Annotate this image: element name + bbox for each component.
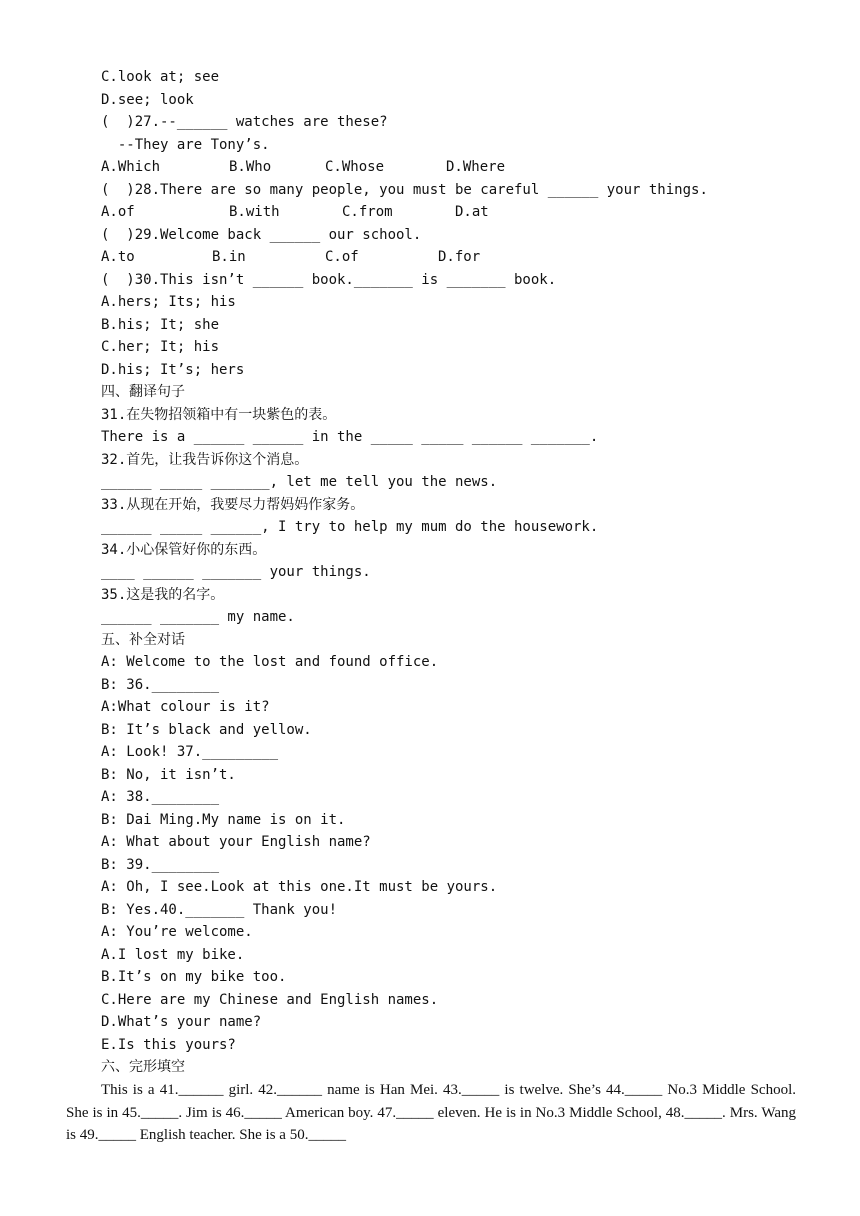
q29-option-a: A.to bbox=[101, 249, 135, 265]
text-line: A: Oh, I see.Look at this one.It must be yours. bbox=[101, 879, 498, 895]
text-line: ______ _____ ______, I try to help my mum do the housework. bbox=[101, 519, 599, 535]
text-line: ( )28.There are so many people, you must be careful ______ your things. bbox=[101, 181, 708, 198]
text-line: ( )27.--______ watches are these? bbox=[101, 114, 388, 130]
q27-option-d: D.Where bbox=[446, 159, 506, 175]
text-line: D.see; look bbox=[101, 91, 194, 108]
text-line: 35.这是我的名字。 bbox=[101, 586, 225, 603]
text-line: --They are Tony’s. bbox=[101, 136, 270, 153]
text-line: B.It’s on my bike too. bbox=[101, 969, 287, 985]
text-line: D.his; It’s; hers bbox=[101, 361, 245, 378]
text-line: A: Welcome to the lost and found office. bbox=[101, 654, 439, 670]
text-line: A: You’re welcome. bbox=[101, 924, 253, 940]
q29-option-c: C.of bbox=[325, 249, 359, 265]
text-line: ( )30.This isn’t ______ book._______ is _______ book. bbox=[101, 271, 557, 288]
text-line: 六、完形填空 bbox=[101, 1059, 185, 1075]
q28-option-d: D.at bbox=[455, 204, 489, 220]
text-line: D.What’s your name? bbox=[101, 1014, 262, 1030]
text-line: 31.在失物招领箱中有一块紫色的表。 bbox=[101, 406, 337, 423]
q28-option-b: B.with bbox=[229, 204, 280, 220]
text-line: A: 38.________ bbox=[101, 789, 220, 805]
q27-option-a: A.Which bbox=[101, 159, 161, 175]
text-line: B: Dai Ming.My name is on it. bbox=[101, 811, 346, 828]
text-line: B: It’s black and yellow. bbox=[101, 721, 312, 738]
text-line: B: Yes.40._______ Thank you! bbox=[101, 901, 338, 918]
text-line: C.Here are my Chinese and English names. bbox=[101, 991, 439, 1008]
text-line: 34.小心保管好你的东西。 bbox=[101, 541, 267, 558]
text-line: B: No, it isn’t. bbox=[101, 766, 236, 783]
text-line: A:What colour is it? bbox=[101, 699, 270, 715]
cloze-paragraph: This is a 41.______ girl. 42.______ name is Han Mei. 43._____ is twelve. She’s 44._____ No.3 Middle School. She is in 45._____. Jim is 46._____ American boy. 47._____ eleven. He is in No.3 Middle School, 48._____. Mrs. Wang is 49._____ English teacher. She is a 50._____ bbox=[66, 1082, 796, 1143]
q28-option-a: A.of bbox=[101, 204, 135, 220]
text-line: B: 36.________ bbox=[101, 676, 220, 693]
text-line: 四、翻译句子 bbox=[101, 384, 185, 400]
text-line: 33.从现在开始，我要尽力帮妈妈作家务。 bbox=[101, 496, 365, 513]
q29-option-b: B.in bbox=[212, 249, 246, 265]
text-line: 32.首先，让我告诉你这个消息。 bbox=[101, 451, 309, 468]
text-line: ____ ______ _______ your things. bbox=[101, 564, 371, 580]
text-line: C.her; It; his bbox=[101, 339, 220, 355]
text-line: B.his; It; she bbox=[101, 316, 220, 333]
text-line: E.Is this yours? bbox=[101, 1036, 236, 1053]
text-line: B: 39.________ bbox=[101, 856, 220, 873]
text-line: ______ _____ _______, let me tell you the news. bbox=[101, 474, 498, 490]
q27-option-c: C.Whose bbox=[325, 159, 385, 175]
q27-option-b: B.Who bbox=[229, 159, 272, 175]
text-line: 五、补全对话 bbox=[101, 631, 185, 648]
text-line: ______ _______ my name. bbox=[101, 609, 295, 625]
text-line: A.hers; Its; his bbox=[101, 294, 236, 310]
text-line: C.look at; see bbox=[101, 69, 220, 85]
text-line: A.I lost my bike. bbox=[101, 946, 245, 963]
text-line: There is a ______ ______ in the _____ _____ ______ _______. bbox=[101, 429, 599, 445]
q28-option-c: C.from bbox=[342, 204, 393, 220]
text-line: A: What about your English name? bbox=[101, 834, 371, 850]
text-line: ( )29.Welcome back ______ our school. bbox=[101, 226, 422, 243]
text-line: A: Look! 37._________ bbox=[101, 744, 279, 760]
q29-option-d: D.for bbox=[438, 249, 481, 265]
